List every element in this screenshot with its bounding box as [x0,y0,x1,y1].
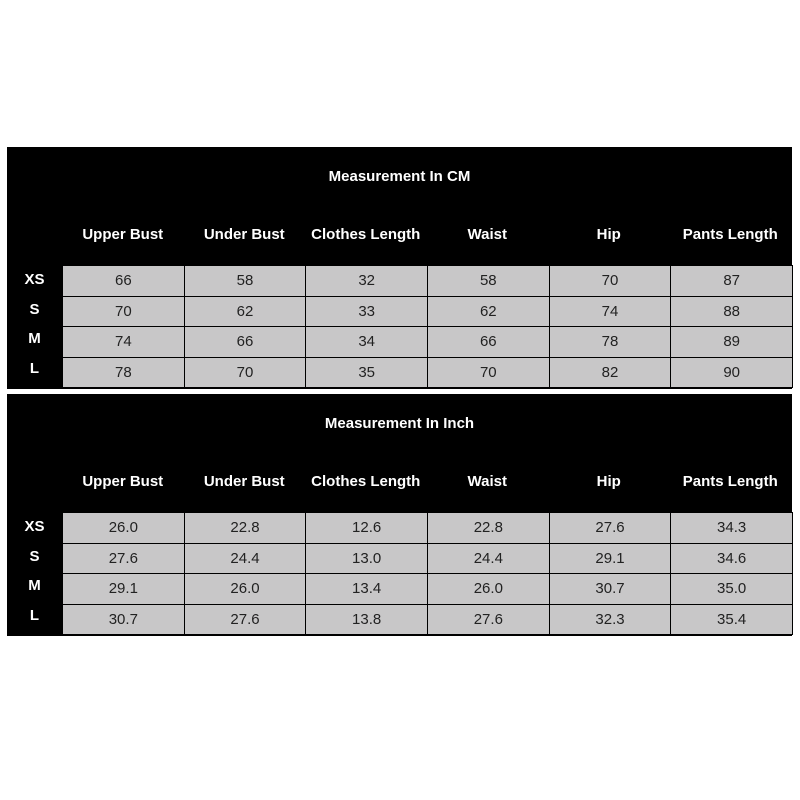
table-cell: 24.4 [185,544,306,574]
cm-header-hip: Hip [596,226,621,243]
cm-size-m: M [28,330,41,347]
table-cell: 35.4 [671,605,792,635]
table-cell: 33 [306,297,427,327]
table-cell: 24.4 [428,544,549,574]
table-cell: 34.3 [671,513,792,543]
table-cell: 90 [671,358,792,388]
inch-value-grid [62,512,793,635]
cm-header-pants-length: Pants Length [682,226,778,243]
table-cell: 66 [185,327,306,357]
inch-header-hip: Hip [596,473,621,490]
table-cell: 29.1 [550,544,671,574]
table-cell: 32 [306,266,427,296]
inch-size-xs: XS [24,518,45,535]
cm-value-grid [62,265,793,388]
table-cell: 13.8 [306,605,427,635]
inch-size-m: M [28,577,41,594]
table-cell: 89 [671,327,792,357]
table-cell: 66 [428,327,549,357]
table-cell: 82 [550,358,671,388]
table-cell: 22.8 [428,513,549,543]
cm-header-clothes-length: Clothes Length [311,226,421,243]
cm-column-headers [62,225,792,245]
table-cell: 66 [63,266,184,296]
table-cell: 78 [550,327,671,357]
table-cell: 13.4 [306,574,427,604]
table-cell: 34.6 [671,544,792,574]
cm-size-labels [7,265,62,383]
table-cell: 30.7 [550,574,671,604]
table-cell: 58 [185,266,306,296]
table-cell: 30.7 [63,605,184,635]
table-cell: 27.6 [428,605,549,635]
table-cell: 58 [428,266,549,296]
table-cell: 70 [550,266,671,296]
inch-header-upper-bust: Upper Bust [82,473,164,490]
table-cell: 27.6 [185,605,306,635]
table-cell: 26.0 [185,574,306,604]
inch-size-l: L [29,606,40,624]
table-cell: 88 [671,297,792,327]
inch-header-clothes-length: Clothes Length [311,473,421,490]
table-cell: 32.3 [550,605,671,635]
table-cell: 74 [550,297,671,327]
cm-size-xs: XS [24,271,45,288]
table-cell: 74 [63,327,184,357]
inch-column-headers [62,472,792,492]
table-cell: 13.0 [306,544,427,574]
table-cell: 62 [428,297,549,327]
inch-header-pants-length: Pants Length [682,473,778,490]
inch-header-waist: Waist [467,473,507,490]
cm-header-under-bust: Under Bust [203,226,285,243]
cm-measurement-table [7,147,792,389]
table-cell: 70 [428,358,549,388]
table-cell: 70 [185,358,306,388]
table-cell: 26.0 [428,574,549,604]
inch-size-s: S [29,547,40,565]
cm-table-title: Measurement In CM [328,168,471,185]
table-cell: 27.6 [63,544,184,574]
inch-measurement-table [7,394,792,636]
table-cell: 35 [306,358,427,388]
cm-size-l: L [29,359,40,377]
table-cell: 87 [671,266,792,296]
inch-header-under-bust: Under Bust [203,473,285,490]
table-cell: 29.1 [63,574,184,604]
cm-header-waist: Waist [467,226,507,243]
inch-table-title: Measurement In Inch [324,415,475,432]
table-cell: 78 [63,358,184,388]
table-cell: 35.0 [671,574,792,604]
cm-size-s: S [29,300,40,318]
table-cell: 22.8 [185,513,306,543]
table-cell: 26.0 [63,513,184,543]
inch-size-labels [7,512,62,630]
table-cell: 27.6 [550,513,671,543]
table-cell: 12.6 [306,513,427,543]
table-cell: 70 [63,297,184,327]
table-cell: 62 [185,297,306,327]
cm-header-upper-bust: Upper Bust [82,226,164,243]
table-cell: 34 [306,327,427,357]
